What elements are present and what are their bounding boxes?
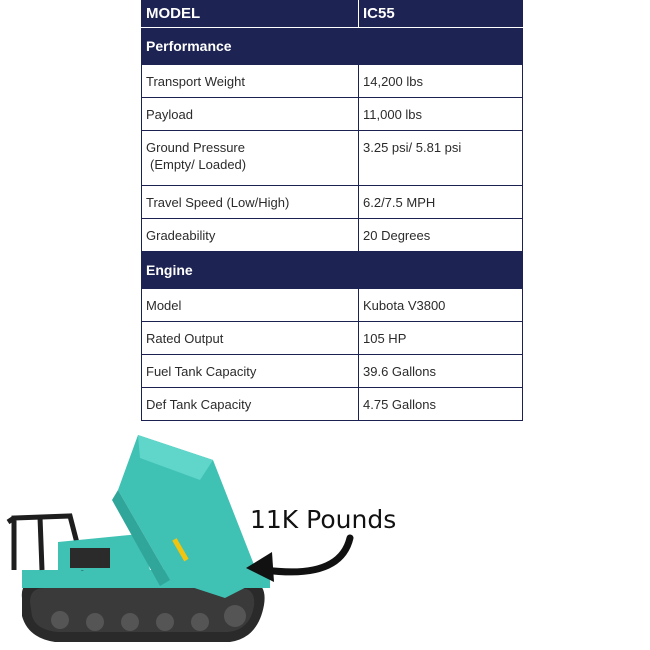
- table-row: [142, 289, 523, 322]
- row-label: Ground Pressure: [146, 140, 245, 155]
- row-value: 14,200 lbs: [359, 65, 523, 98]
- row-label: Def Tank Capacity: [142, 388, 359, 421]
- row-value: Kubota V3800: [359, 289, 523, 322]
- table-row: [142, 131, 523, 186]
- row-label-multiline: [142, 131, 359, 186]
- spec-table: [141, 0, 523, 421]
- row-value: 11,000 lbs: [359, 98, 523, 131]
- header-label: MODEL: [142, 0, 359, 28]
- row-label: Transport Weight: [142, 65, 359, 98]
- table-row: [142, 219, 523, 252]
- section-engine: [142, 252, 523, 290]
- row-label-line2: (Empty/ Loaded): [150, 157, 247, 172]
- row-label: Payload: [142, 98, 359, 131]
- payload-callout-text: 11K Pounds: [250, 505, 397, 534]
- crawler-dumper-illustration: [0, 420, 650, 650]
- table-row: [142, 322, 523, 355]
- row-label: Gradeability: [142, 219, 359, 252]
- callout-arrow: [246, 538, 350, 582]
- row-value: 105 HP: [359, 322, 523, 355]
- section-title: Engine: [142, 252, 523, 290]
- table-header-row: [142, 0, 523, 28]
- section-performance: [142, 28, 523, 66]
- table-row: [142, 388, 523, 421]
- row-value: 3.25 psi/ 5.81 psi: [359, 131, 523, 186]
- row-label: Model: [142, 289, 359, 322]
- table-row: [142, 65, 523, 98]
- section-title: Performance: [142, 28, 523, 66]
- row-value: 20 Degrees: [359, 219, 523, 252]
- row-value: 39.6 Gallons: [359, 355, 523, 388]
- row-label: Travel Speed (Low/High): [142, 186, 359, 219]
- row-value: 6.2/7.5 MPH: [359, 186, 523, 219]
- table-row: [142, 355, 523, 388]
- row-label: Fuel Tank Capacity: [142, 355, 359, 388]
- row-label: Rated Output: [142, 322, 359, 355]
- engine-grille: [70, 548, 110, 568]
- row-value: 4.75 Gallons: [359, 388, 523, 421]
- header-value: IC55: [359, 0, 523, 28]
- table-row: [142, 186, 523, 219]
- table-row: [142, 98, 523, 131]
